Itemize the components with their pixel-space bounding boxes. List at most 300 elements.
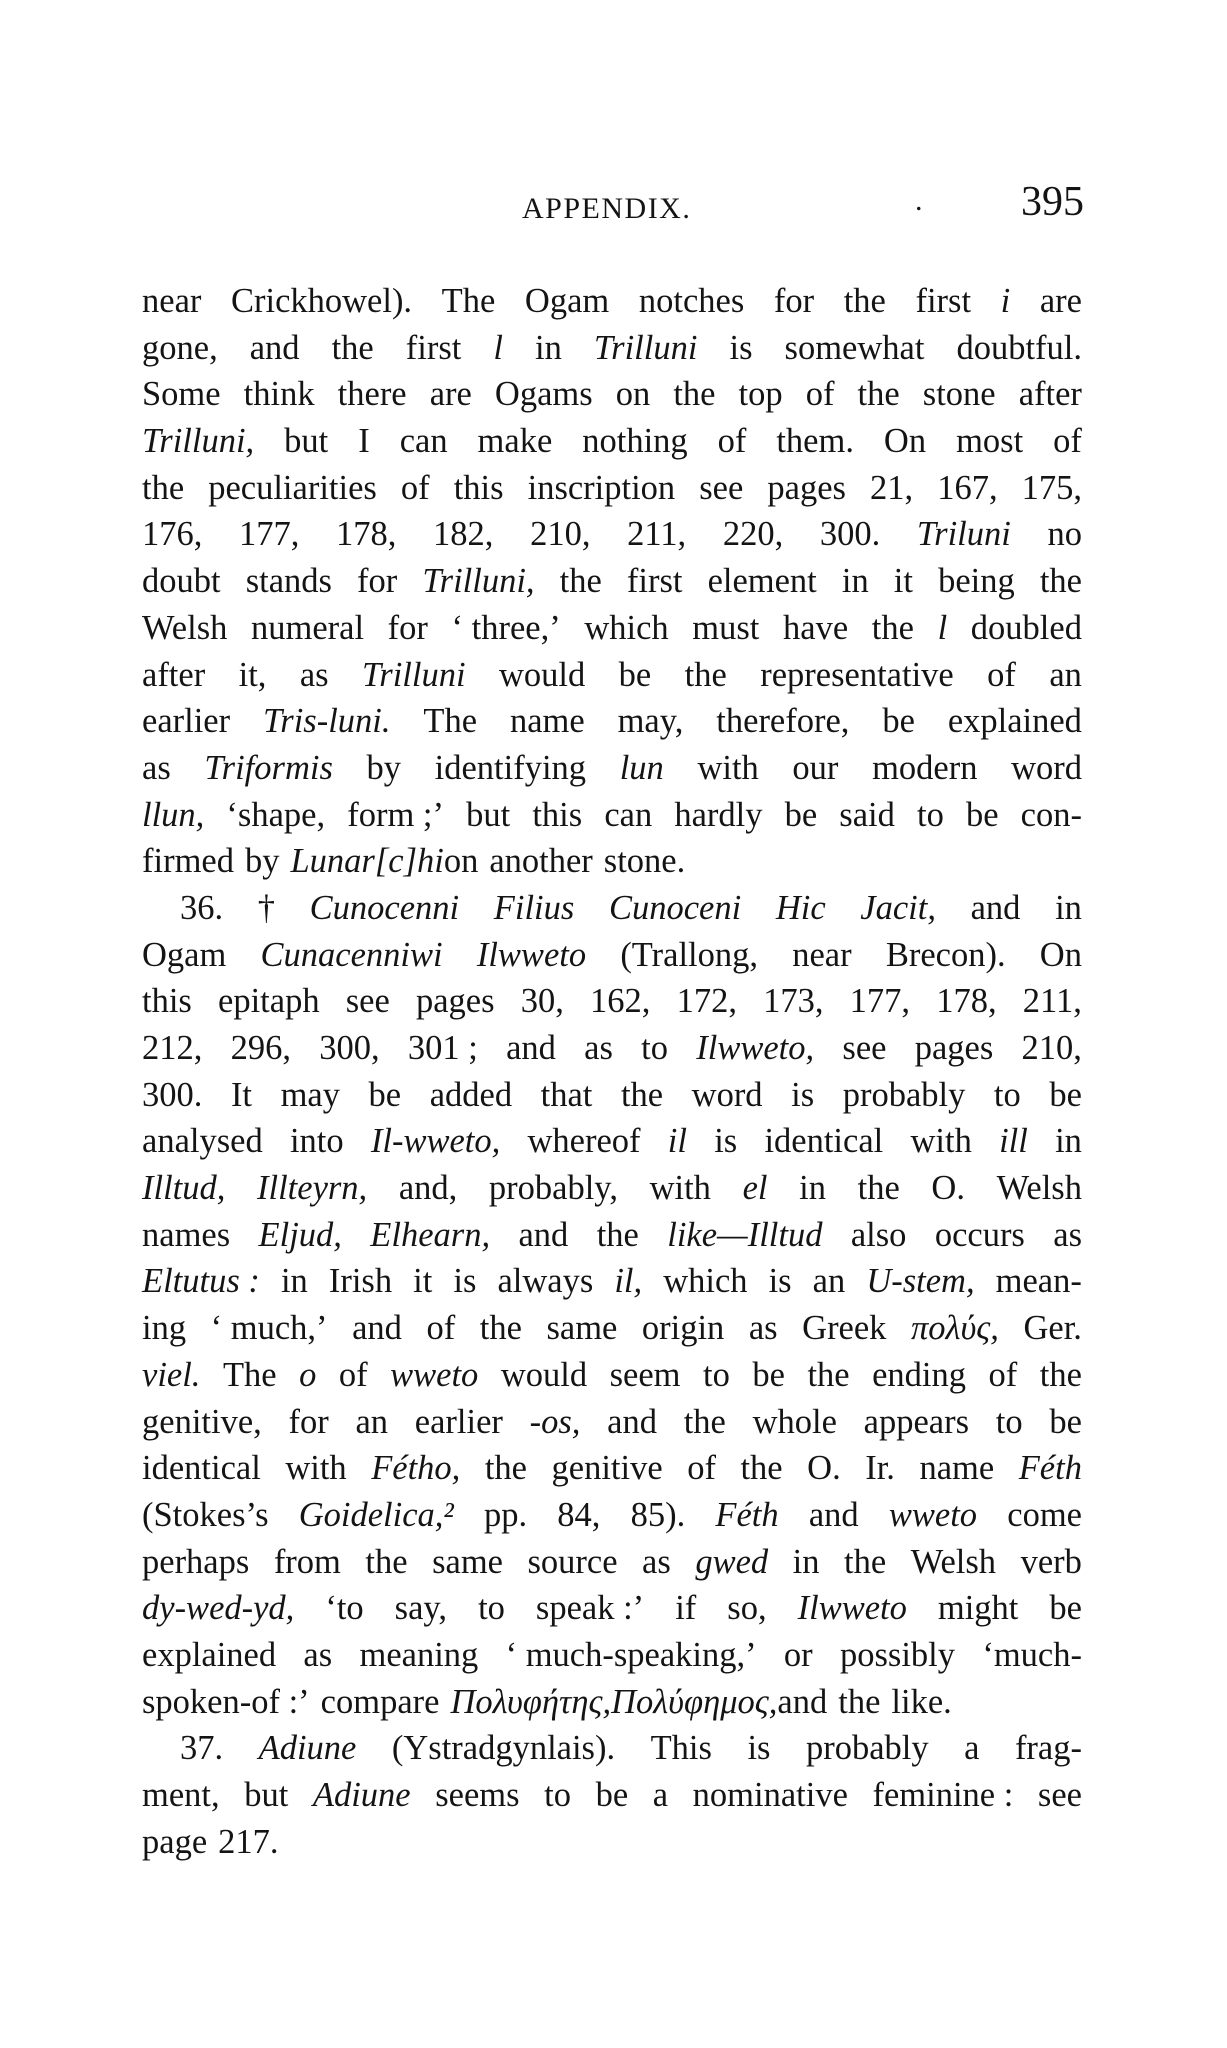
word: Cunacenniwi [260,935,443,974]
word: to [478,1589,505,1628]
text-line [142,1445,1082,1492]
word: (Ystradgynlais). [391,1729,616,1768]
word: the [331,328,374,367]
word: U-stem, [866,1262,975,1301]
word: in [841,562,869,601]
word: in [792,1542,820,1581]
word: can [399,422,448,461]
text-line [142,605,1082,652]
word: and, [398,1169,458,1208]
page-number: 395 [1021,179,1084,225]
word: Ogam [142,935,227,974]
word: the [740,1449,783,1488]
word: first [405,328,462,367]
word: genitive [551,1449,663,1488]
word: Trilluni [593,328,698,367]
word: 167, [937,468,998,507]
word: this [532,795,583,834]
word: be [784,795,818,834]
text-line [142,511,1082,558]
text-line [142,371,1082,418]
word: on [443,842,479,881]
word: Ilwweto [476,935,587,974]
word: for [288,1402,329,1441]
word: and [352,1309,402,1348]
word: firmed [142,842,234,881]
word: 210, [1021,1029,1082,1067]
word: stone. [603,842,686,881]
word: and [777,1682,828,1721]
text-line [142,885,1082,932]
word: is [453,1262,477,1301]
text-line [142,978,1082,1025]
body-text [142,278,1082,1865]
word: pp. [483,1495,528,1534]
text-line [142,792,1082,839]
word: said [839,795,895,834]
word: with [649,1169,711,1208]
word: the [871,608,914,647]
word: be [595,1776,629,1814]
word: which [663,1262,748,1301]
word: notches [638,282,745,320]
word: 176, [142,515,203,554]
word: be [965,795,999,834]
word: compare [320,1682,440,1721]
word: nominative [692,1776,848,1814]
word: -os, [529,1402,581,1441]
word: Ilwweto, [696,1029,815,1067]
text-line [142,418,1082,465]
word: to [544,1776,571,1814]
word: epitaph [218,982,320,1021]
word: so, [727,1589,767,1628]
word: and [607,1402,657,1441]
word: 85). [630,1495,686,1534]
text-line [142,838,1082,885]
word: the [479,1309,522,1348]
word: in [1055,1122,1082,1161]
word: ‘ three,’ [451,608,561,647]
word: mean- [995,1262,1082,1301]
text-line [142,1305,1082,1352]
text-line [142,1725,1082,1772]
paragraph-p36 [142,885,1082,1725]
word: the [365,1542,408,1581]
word: Cunocenni [309,888,460,927]
word: Triluni [916,515,1011,554]
running-title: APPENDIX. [522,192,692,225]
word: llun, [142,795,205,834]
word: Adiune [258,1729,357,1768]
word: the [1039,562,1082,601]
word: word [691,1075,763,1114]
text-line [142,652,1082,699]
word: Elhearn, [370,1215,491,1254]
word: 177, [239,515,300,554]
word: peculiarities [208,468,377,507]
text-line [142,1212,1082,1259]
word: no [1047,515,1082,554]
word: hardly [674,795,763,834]
word: of [687,1449,716,1488]
word: Illtud, [142,1169,226,1208]
word: like. [891,1682,952,1721]
word: (Stokes’s [142,1495,269,1534]
text-line [142,1819,1082,1866]
text-line [142,558,1082,605]
word: earlier [142,702,231,741]
word: Tris-luni. [263,702,391,741]
word: 178, [936,982,997,1021]
word: to [702,1355,730,1394]
word: of [717,422,747,461]
word: On [1039,935,1082,974]
word: probably, [488,1169,618,1208]
word: in [535,328,562,367]
text-line [142,1492,1082,1539]
text-line [142,1539,1082,1586]
word: see [699,468,744,507]
word: for [357,562,398,601]
word: same [432,1542,503,1581]
word: must [692,608,760,647]
word: be [368,1075,402,1114]
word: 178, [336,515,397,554]
word: explained [947,702,1082,741]
word: in [280,1262,308,1301]
word: identifying [434,748,587,787]
word: 300. [142,1075,203,1114]
word: nothing [582,422,688,461]
word: as [584,1029,613,1067]
word: The [423,702,478,741]
word: ing [142,1309,187,1348]
word: the [484,1449,527,1488]
word: explained [142,1635,277,1674]
word: same [546,1309,618,1348]
word: like—Illtud [667,1215,823,1254]
word: pages [415,982,495,1021]
word: 36. [180,888,224,927]
word: 177, [849,982,911,1021]
word: a [964,1729,980,1768]
word: O. [931,1169,965,1208]
word: element [707,562,817,601]
word: πολύς, [910,1309,999,1348]
word: occurs [934,1215,1025,1254]
word: 175, [1021,468,1082,507]
word: ‘much- [982,1635,1082,1674]
word: 211, [1022,982,1082,1021]
word: our [792,748,839,787]
word: 211, [627,515,687,554]
word: an [1049,655,1082,694]
word: verb [1020,1542,1082,1581]
word: Brecon). [885,935,1006,974]
word: as [748,1309,778,1348]
word: first [626,562,683,601]
word: gone, [142,328,218,367]
word: This [650,1729,712,1768]
word: this [453,468,504,507]
word: with [697,748,759,787]
word: gwed [695,1542,769,1581]
word: being [938,562,1015,601]
text-line [142,1679,1082,1726]
word: but [284,422,329,461]
word: Filius [493,888,575,927]
word: by [366,748,402,787]
word: 301 ; [407,1029,478,1067]
word: Ir. [865,1449,895,1488]
text-line [142,1118,1082,1165]
word: probably [805,1729,929,1768]
word: 210, [530,515,591,554]
word: may [280,1075,340,1114]
word: of [426,1309,456,1348]
word: The [222,1355,277,1394]
word: names [142,1215,231,1254]
word: Cunoceni [608,888,742,927]
word: near [142,282,202,320]
word: ‘ much,’ [210,1309,328,1348]
word: pages [767,468,846,507]
word: i [1000,282,1011,320]
word: always [497,1262,594,1301]
word: therefore, [716,702,850,741]
word: Ogam [524,282,610,320]
word: be [618,655,652,694]
word: Hic [775,888,826,927]
word: con- [1020,795,1082,834]
word: identical [142,1449,261,1488]
word: 37. [180,1729,224,1768]
word: 84, [557,1495,601,1534]
word: see [842,1029,887,1067]
word: the [857,375,900,414]
word: on [615,375,651,414]
word: Jacit, [860,888,936,927]
text-line [142,465,1082,512]
word: 300. [819,515,881,554]
word: that [540,1075,593,1114]
word: which [584,608,669,647]
word: the [620,1075,664,1114]
word: 182, [433,515,494,554]
word: there [337,375,407,414]
text-line [142,1632,1082,1679]
word: 300, [319,1029,380,1067]
word: them. [776,422,854,461]
text-line [142,1399,1082,1446]
word: and [970,888,1021,927]
word: an [355,1402,389,1441]
word: inscription [527,468,676,507]
word: with [285,1449,347,1488]
word: earlier [414,1402,503,1441]
word: doubtful. [956,328,1082,367]
word: of [338,1355,368,1394]
word: of [1053,422,1082,461]
word: with [910,1122,972,1161]
word: is [729,328,753,367]
word: and [506,1029,556,1067]
word: from [273,1542,341,1581]
word: can [604,795,653,834]
word: Welsh [142,608,228,647]
word: ill [999,1122,1028,1161]
word: have [783,608,849,647]
word: the [683,1402,726,1441]
word: for [773,282,815,320]
word: Trilluni [362,655,466,694]
page-header [142,178,1094,238]
word: be [1049,1589,1082,1628]
word: the [684,655,727,694]
word: is [747,1729,771,1768]
word: Welsh [910,1542,997,1581]
word: but [466,795,511,834]
word: pages [914,1029,994,1067]
word: probably [842,1075,966,1114]
word: (Trallong, [620,935,759,974]
word: ending [872,1355,967,1394]
word: 217. [218,1822,279,1861]
word: whereof [527,1122,641,1161]
word: Trilluni, [142,422,255,461]
word: representative [760,655,954,694]
word: this [142,982,192,1021]
word: if [675,1589,697,1628]
word: doubt [142,562,221,601]
word: the [844,1542,887,1581]
word: the [142,468,185,507]
word: as [303,1635,333,1674]
word: and [518,1215,569,1254]
word: also [850,1215,907,1254]
word: spoken-of :’ [142,1682,310,1721]
word: Il-wweto, [370,1122,501,1161]
word: possibly [839,1635,956,1674]
word: Fétho, [371,1449,461,1488]
word: may, [617,702,684,741]
word: l [937,608,948,647]
word: it [413,1262,433,1301]
word: origin [641,1309,725,1348]
word: l [493,328,503,367]
word: as [142,748,171,787]
word: genitive, [142,1402,262,1441]
word: Greek [802,1309,887,1348]
word: in [1055,888,1082,927]
word: feminine : [872,1776,1014,1814]
word: be [1049,1402,1082,1441]
text-line [142,1072,1082,1119]
word: Irish [328,1262,393,1301]
word: near [792,935,852,974]
word: Πολυφήτης, [450,1682,612,1721]
word: 21, [870,468,914,507]
word: first [915,282,972,320]
word: wweto [390,1355,479,1394]
word: to [995,1402,1023,1441]
word: Eljud, [258,1215,342,1254]
word: make [477,422,553,461]
word: and [249,328,300,367]
word: el [742,1169,768,1208]
word: the [673,375,716,414]
word: il [667,1122,687,1161]
word: perhaps [142,1542,250,1581]
word: form ;’ [347,795,444,834]
text-line [142,932,1082,979]
word: Goidelica,² [298,1495,454,1534]
word: it, [238,655,267,694]
word: might [937,1589,1019,1628]
word: or [783,1635,813,1674]
word: somewhat [784,328,925,367]
word: but [244,1776,289,1814]
word: to [917,795,944,834]
word: be [752,1355,785,1394]
word: whole [752,1402,837,1441]
word: added [429,1075,513,1114]
word: 212, [142,1029,203,1067]
text-line [142,1585,1082,1632]
word: name [919,1449,995,1488]
word: think [243,375,315,414]
word: il, [614,1262,643,1301]
word: wweto [888,1495,978,1534]
word: source [527,1542,618,1581]
text-line [142,278,1082,325]
word: page [142,1822,208,1861]
word: numeral [251,608,365,647]
word: 172, [676,982,737,1021]
word: the [843,282,886,320]
word: see [1037,1776,1082,1814]
header-separator: . [915,184,923,217]
word: top [738,375,783,414]
word: appears [863,1402,970,1441]
word: Ogams [494,375,593,414]
word: in [799,1169,826,1208]
word: analysed [142,1122,263,1161]
word: ‘shape, [226,795,326,834]
word: of [987,655,1016,694]
word: come [1007,1495,1082,1534]
word: an [812,1262,846,1301]
word: seems [435,1776,520,1814]
word: the [1039,1355,1082,1394]
word: It [230,1075,253,1114]
word: see [345,982,390,1021]
word: to [993,1075,1021,1114]
word: are [429,375,472,414]
word: to [641,1029,669,1067]
word: speak :’ [535,1589,645,1628]
word: be [1049,1075,1082,1114]
word: dy-wed-yd, [142,1589,295,1628]
word: as [1053,1215,1082,1254]
word: † [257,888,276,927]
word: is [768,1262,792,1301]
word: of [988,1355,1018,1394]
word: 296, [230,1029,291,1067]
word: and [808,1495,859,1534]
word: are [1039,282,1082,320]
